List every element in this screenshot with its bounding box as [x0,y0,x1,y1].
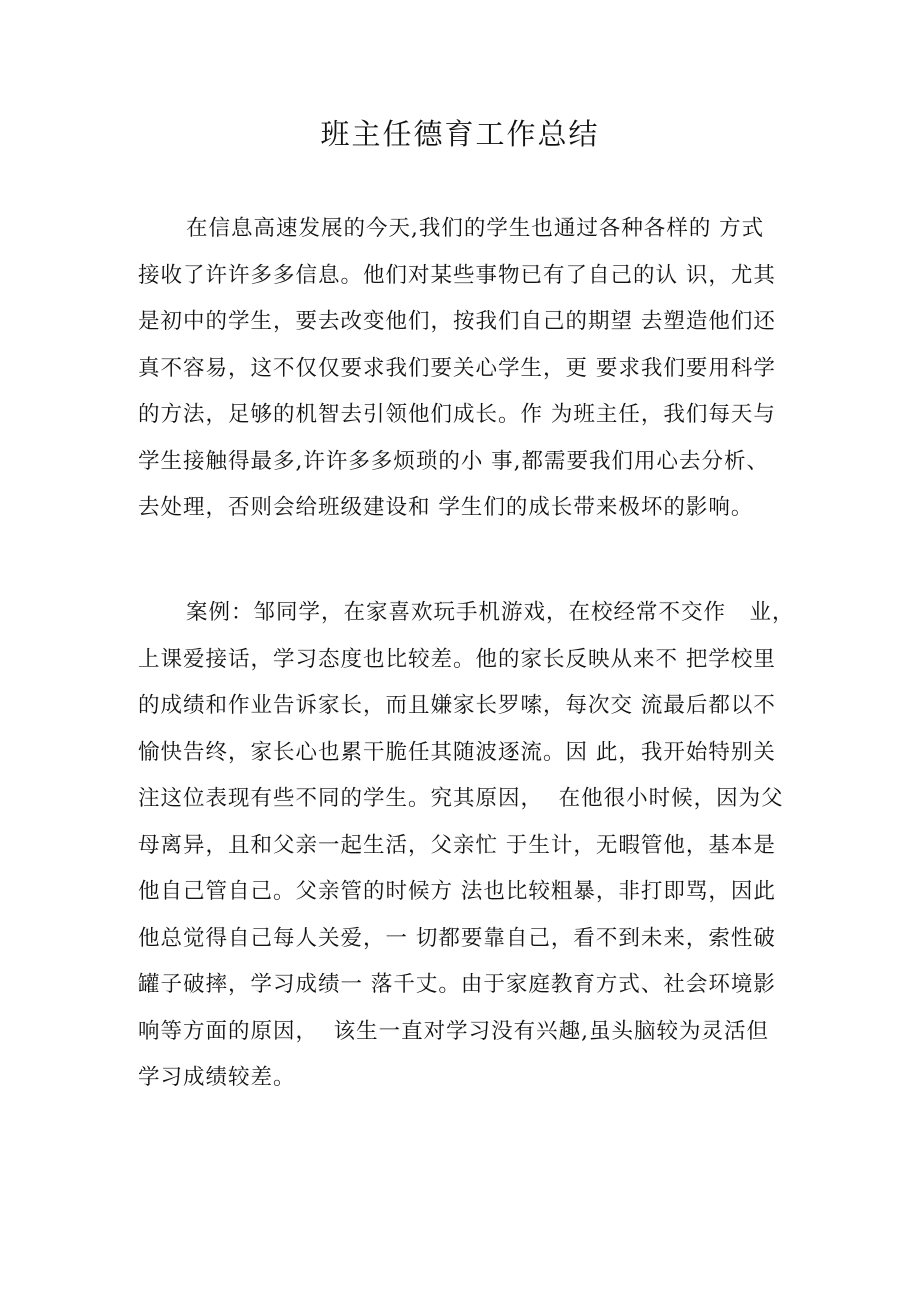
document-title: 班主任德育工作总结 [320,117,600,151]
paragraph-line: 在信息高速发展的今天,我们的学生也通过各种各样的 方式 [186,216,765,241]
paragraph-line: 母离异，且和父亲一起生活，父亲忙 于生计，无暇管他，基本是 [138,832,776,858]
paragraph-case [138,590,795,1102]
paragraph-line: 上课爱接话，学习态度也比较差。他的家长反映从来不 把学校里 [138,646,776,672]
paragraph-line: 真不容易，这不仅仅要求我们要关心学生，更 要求我们要用科学 [138,355,776,381]
paragraph-line: 的成绩和作业告诉家长，而且嫌家长罗嗦，每次交 流最后都以不 [138,693,776,718]
paragraph-line: 是初中的学生，要去改变他们，按我们自己的期望 去塑造他们还 [138,309,776,334]
paragraph-line: 案例：邹同学，在家喜欢玩手机游戏，在校经常不交作 业， [186,600,795,625]
paragraph-line: 的方法，足够的机智去引领他们成长。作 为班主任，我们每天与 [138,402,776,427]
paragraph-line: 响等方面的原因， 该生一直对学习没有兴趣,虽头脑较为灵活但 [138,1018,770,1044]
paragraph-line: 学习成绩较差。 [138,1065,296,1090]
paragraph-intro [138,206,776,532]
paragraph-line: 罐子破摔，学习成绩一 落千丈。由于家庭教育方式、社会环境影 [138,972,776,997]
paragraph-line: 愉快告终，家长心也累干脆任其随波逐流。因 此，我开始特别关 [138,739,776,765]
paragraph-line: 他自己管自己。父亲管的时候方 法也比较粗暴，非打即骂，因此 [138,879,776,904]
paragraph-line: 接收了许许多多信息。他们对某些事物已有了自己的认 识，尤其 [138,262,776,288]
paragraph-line: 去处理，否则会给班级建设和 学生们的成长带来极坏的影响。 [138,495,754,520]
paragraph-line: 注这位表现有些不同的学生。究其原因， 在他很小时候，因为父 [138,786,784,811]
paragraph-line: 学生接触得最多,许许多多烦琐的小 事,都需要我们用心去分析、 [138,448,770,474]
paragraph-line: 他总觉得自己每人关爱，一 切都要靠自己，看不到未来，索性破 [138,925,776,951]
